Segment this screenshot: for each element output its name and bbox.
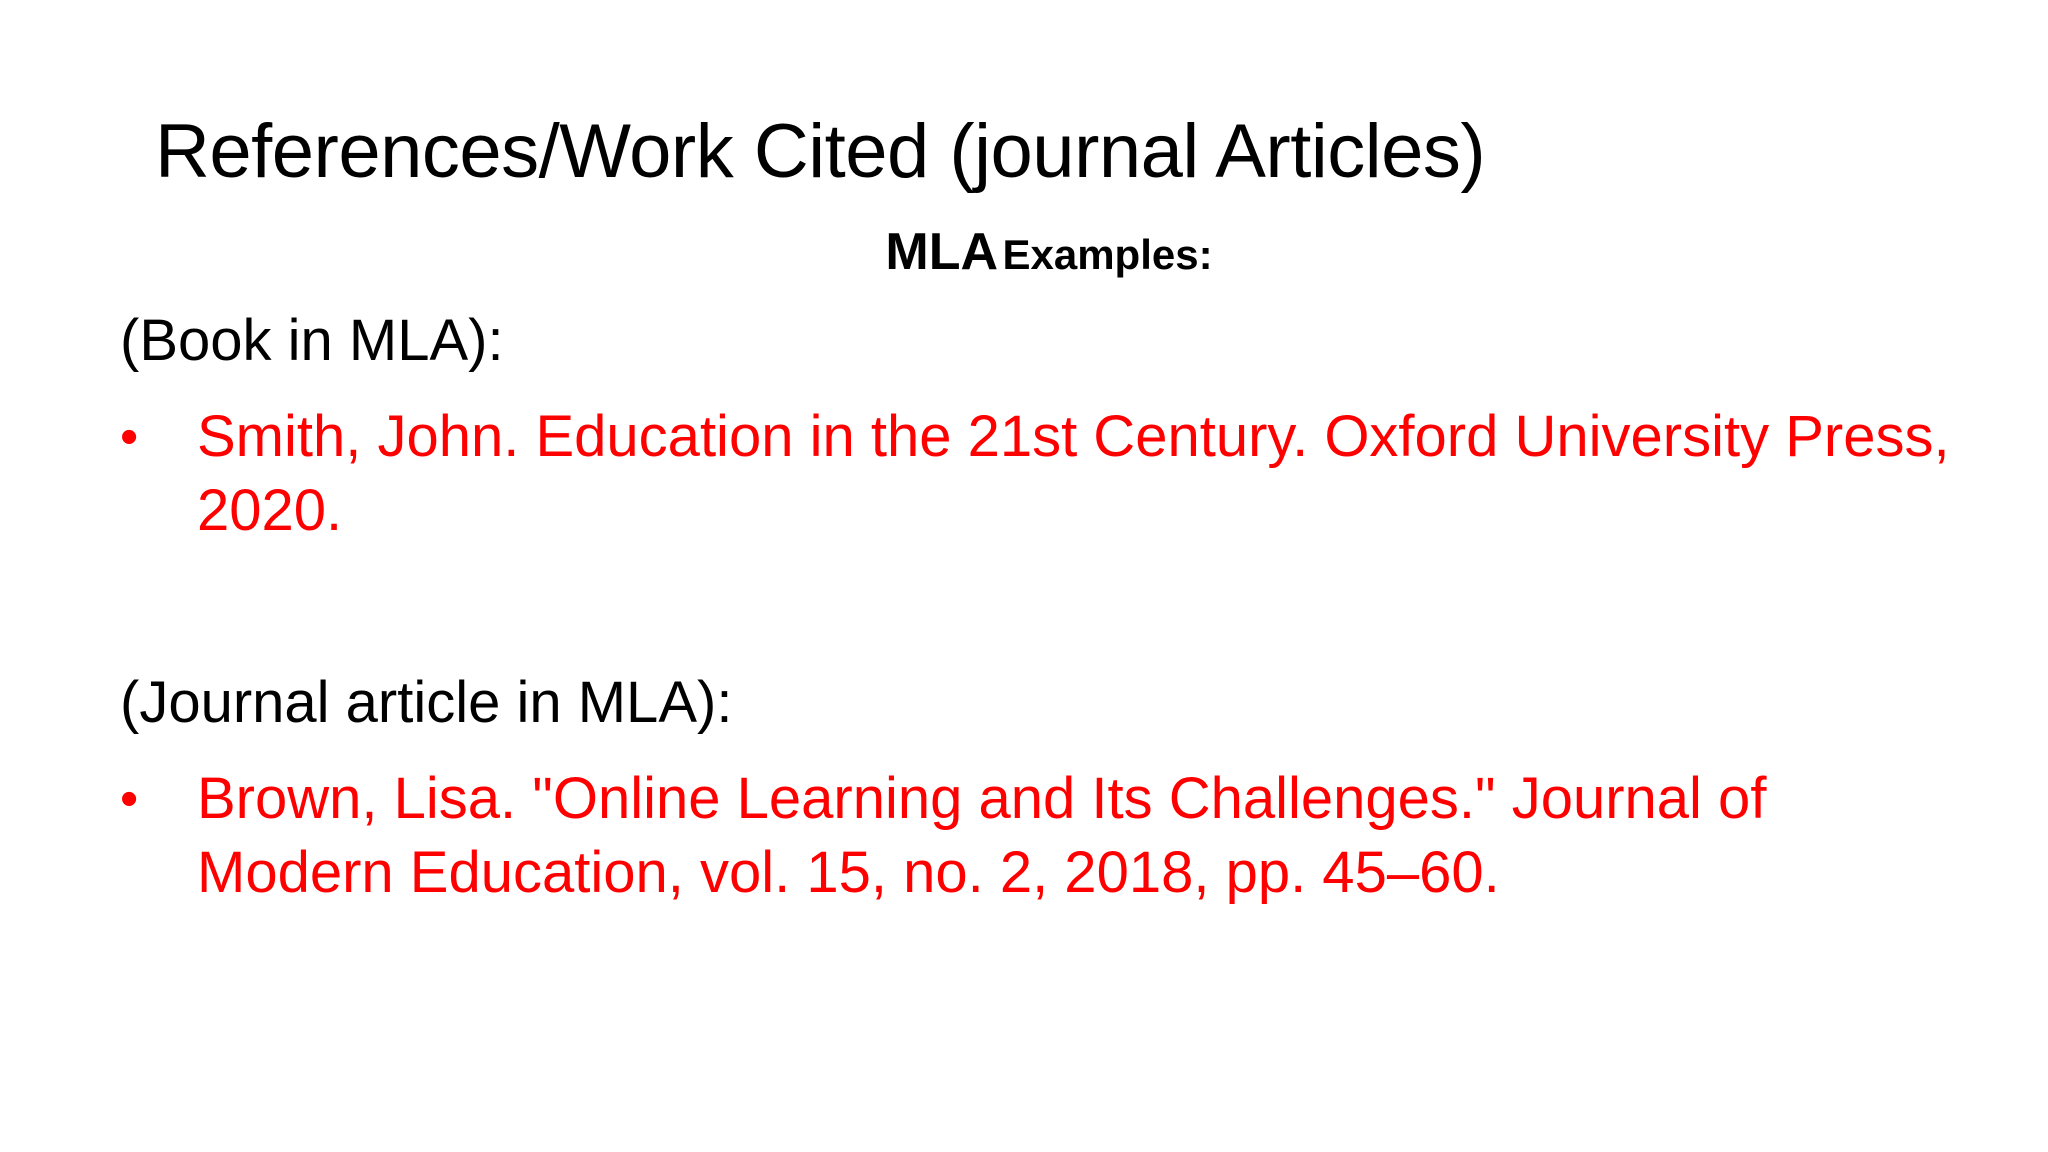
subheading <box>0 222 2048 282</box>
citation-text-book: Smith, John. Education in the 21st Century. Oxford University Press, 2020. <box>197 404 1950 543</box>
citation-text-journal: Brown, Lisa. "Online Learning and Its Challenges." Journal of Modern Education, vol. 15, no. 2, 2018, pp. 45–60. <box>197 766 1767 905</box>
subheading-mla: MLA <box>885 223 999 281</box>
bullet-icon: • <box>120 770 139 828</box>
bullet-icon: • <box>120 408 139 466</box>
subheading-examples: Examples: <box>1002 231 1213 278</box>
citation-entry-journal <box>120 762 1950 910</box>
section-label-journal: (Journal article in MLA): <box>120 670 733 735</box>
slide-title: References/Work Cited (journal Articles) <box>155 109 1486 194</box>
citation-entry-book <box>120 400 1950 548</box>
section-label-book: (Book in MLA): <box>120 308 504 373</box>
